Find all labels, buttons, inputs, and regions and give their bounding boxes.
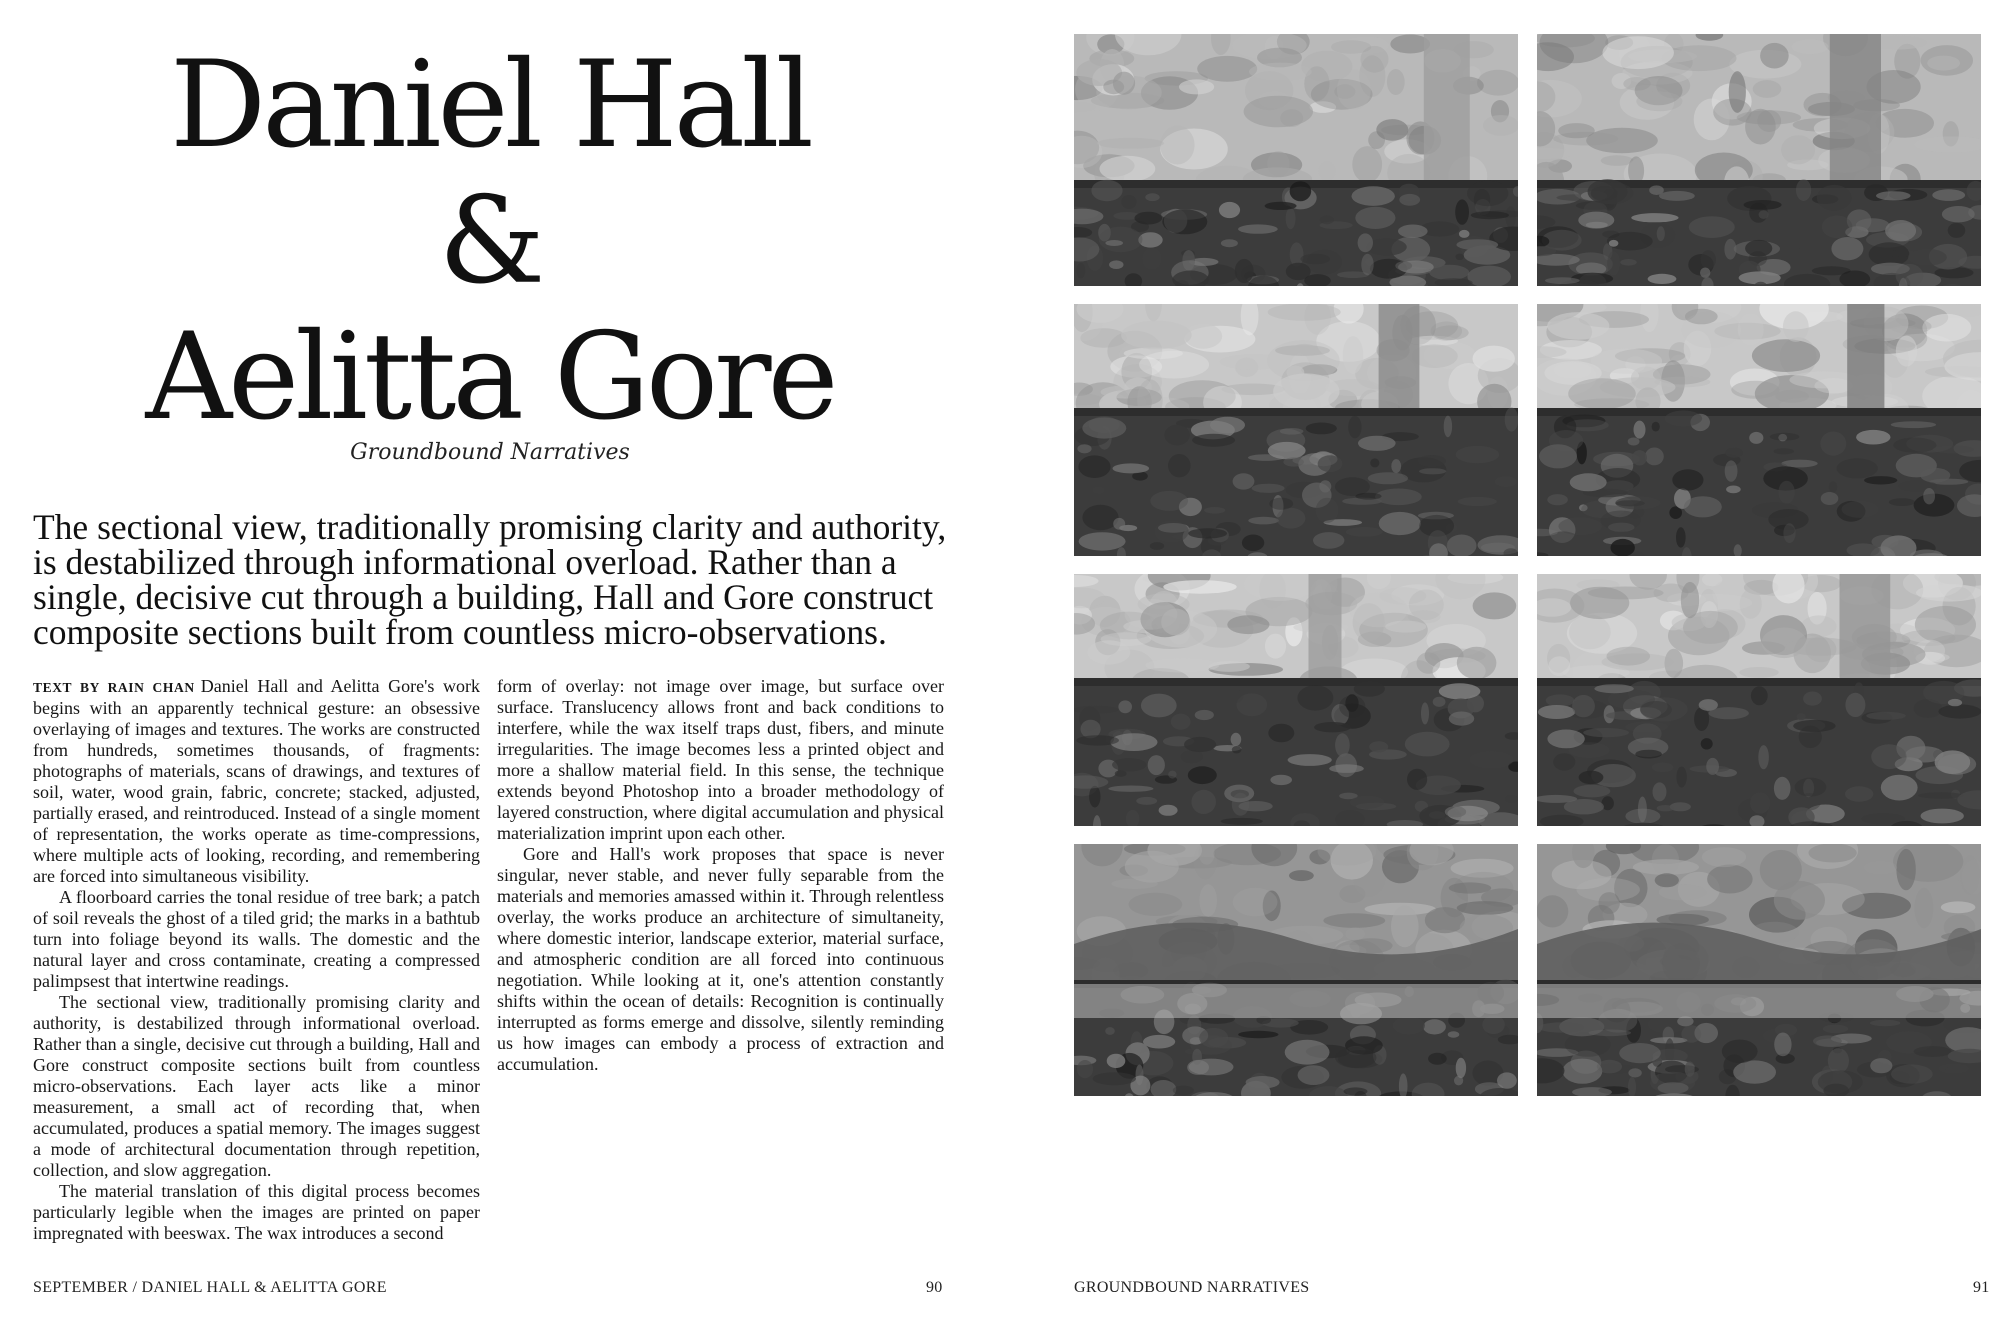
- right-page: [1000, 0, 2000, 1325]
- body-paragraph: The sectional view, traditionally promising clarity and authority, is destabilized through informational overload. Rather than a single, decisive cut through a building, Hall and Gore construct composite sections built from countless micro-observations. Each layer acts like a minor measurement, a small act of recording that, when accumulated, produces a spatial memory. The images suggest a mode of architectural documentation through repetition, collection, and slow aggregation.: [33, 992, 480, 1180]
- running-footer: GROUNDBOUND NARRATIVES: [1074, 1279, 1310, 1296]
- body-paragraph: [33, 676, 480, 887]
- artwork-section-teapot-tree: [1537, 304, 1981, 556]
- lede-paragraph: The sectional view, traditionally promising clarity and authority, is destabilized through informational overload. Rather than a single, decisive cut through a building, Hall and Gore construct composite sections built from countless micro-observations.: [33, 507, 947, 652]
- title-line-2: &: [438, 172, 542, 311]
- running-footer: SEPTEMBER / DANIEL HALL & AELITTA GORE: [33, 1279, 387, 1296]
- byline: TEXT BY RAIN CHAN: [33, 680, 195, 695]
- page-number: 90: [926, 1279, 943, 1296]
- body-paragraph: A floorboard carries the tonal residue of tree bark; a patch of soil reveals the ghost of a tiled grid; the marks in a bathtub turn into foliage beyond its walls. The domestic and the natural layer and cross contaminate, creating a compressed palimpsest that intertwine readings.: [33, 887, 480, 991]
- artwork-section-window-soil: [1074, 574, 1518, 826]
- artwork-section-landscape-hills: [1074, 844, 1518, 1096]
- body-column-2: [497, 676, 944, 1250]
- title-line-3: Aelitta Gore: [145, 308, 835, 447]
- body-paragraph: form of overlay: not image over image, but surface over surface. Translucency allows front and back conditions to interfere, while the wax itself traps dust, fibers, and minute irregularities. The image becomes less a printed object and more a shallow material field. In this sense, the technique extends beyond Photoshop into a broader methodology of layered construction, where digital accumulation and physical materialization imprint upon each other.: [497, 676, 944, 843]
- title-line-1: Daniel Hall: [170, 36, 810, 175]
- body-column-1: [33, 676, 480, 1250]
- artwork-section-window-tree: [1074, 304, 1518, 556]
- article-subtitle: Groundbound Narratives: [350, 440, 630, 465]
- artwork-section-stone-wall: [1537, 34, 1981, 286]
- body-paragraph: Gore and Hall's work proposes that space is never singular, never stable, and never fully separable from the materials and memories amassed within it. Through relentless overlay, the works produce an architecture of simultaneity, where domestic interior, landscape exterior, material surface, and atmospheric condition are all forced into continuous negotiation. While looking at it, one's attention constantly shifts within the ocean of details: Recognition is continually interrupted as forms emerge and dissolve, silently reminding us how images can embody a process of extraction and accumulation.: [497, 844, 944, 1074]
- body-paragraph-text: Daniel Hall and Aelitta Gore's work begins with an apparently technical gesture: an obsessive overlaying of images and textures. The works are constructed from hundreds, sometimes thousands, of fragments: photographs of materials, scans of drawings, and textures of soil, water, wood grain, fabric, concrete; stacked, adjusted, partially erased, and reintroduced. Instead of a single moment of representation, the works operate as time-compressions, where multiple acts of looking, recording, and remembering are forced into simultaneous visibility.: [33, 676, 480, 886]
- artwork-section-kettle-basket: [1537, 574, 1981, 826]
- body-paragraph: The material translation of this digital process becomes particularly legible when the images are printed on paper impregnated with beeswax. The wax introduces a second: [33, 1181, 480, 1243]
- article-title: [60, 38, 920, 446]
- artwork-section-landscape-lake: [1537, 844, 1981, 1096]
- page-number: 91: [1973, 1279, 1990, 1296]
- artwork-section-garden-vase: [1074, 34, 1518, 286]
